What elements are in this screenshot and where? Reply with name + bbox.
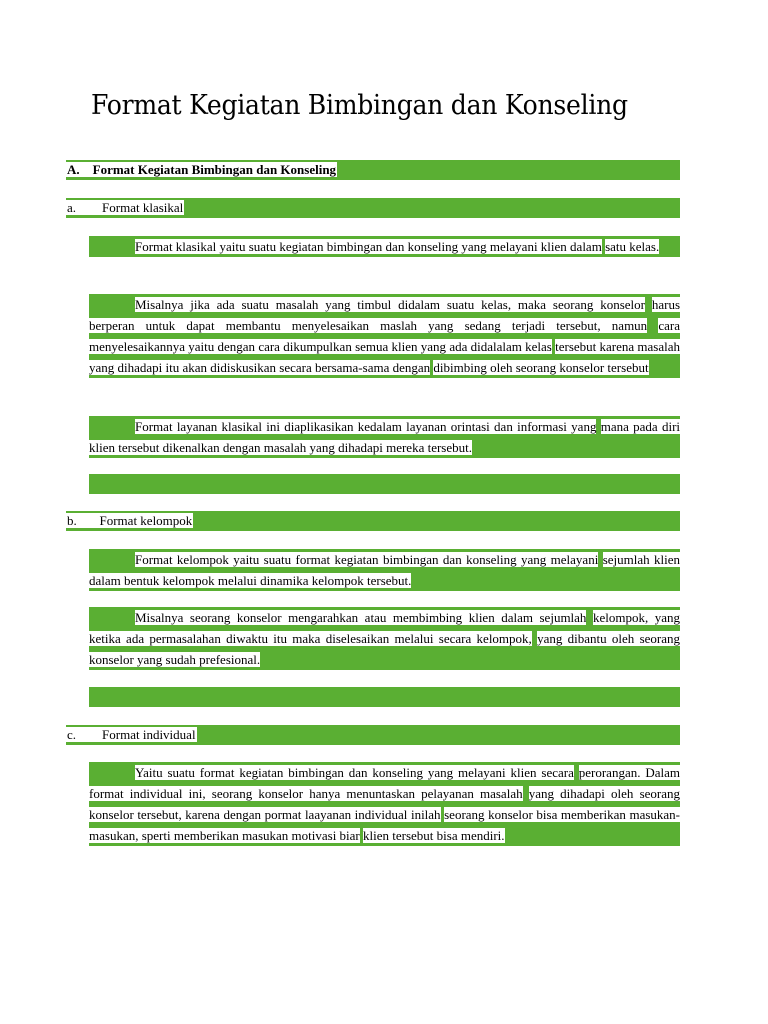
page-title: Format Kegiatan Bimbingan dan Konseling xyxy=(91,90,628,121)
paragraph-line: seorang konselor bisa memberikan masukan-masukan, sperti memberikan masukan motivasi biar xyxy=(89,807,680,843)
paragraph-line: Misalnya jika ada suatu masalah yang timbul didalam suatu kelas, maka seorang konselor xyxy=(135,297,645,312)
section-c-label: Format individual xyxy=(102,727,196,742)
section-c-heading xyxy=(66,725,680,745)
paragraph-a1 xyxy=(89,236,680,257)
section-b-marker: b. xyxy=(67,513,77,528)
section-c-marker: c. xyxy=(67,727,77,742)
paragraph-line: Format layanan klasikal ini diaplikasikan kedalam layanan orintasi dan informasi yang xyxy=(135,419,597,434)
paragraph-line: kelompok, yang ketika ada permasalahan diwaktu itu maka diselesaikan melalui secara kelompok, xyxy=(89,610,681,646)
paragraph-a2 xyxy=(89,294,680,378)
empty-highlight-line xyxy=(89,687,680,707)
paragraph-line: sejumlah klien dalam bentuk kelompok melalui dinamika kelompok tersebut. xyxy=(89,552,681,588)
paragraph-line: harus berperan untuk dapat membantu menyelesaikan maslah yang sedang terjadi tersebut, namun xyxy=(89,297,681,333)
section-b-label: Format kelompok xyxy=(99,513,193,528)
paragraph-line: tersebut karena masalah yang dihadapi itu akan didiskusikan secara bersama-sama dengan xyxy=(89,339,681,375)
heading-a-marker: A. xyxy=(67,162,80,177)
section-a-label: Format klasikal xyxy=(102,200,184,215)
paragraph-line: Misalnya seorang konselor mengarahkan atau membimbing klien dalam sejumlah xyxy=(135,610,587,625)
paragraph-line: Format kelompok yaitu suatu format kegiatan bimbingan dan konseling yang melayani xyxy=(135,552,599,567)
paragraph-line: yang dibantu oleh seorang konselor yang sudah prefesional. xyxy=(89,631,680,667)
paragraph-c1 xyxy=(89,762,680,846)
empty-highlight-line xyxy=(89,474,680,494)
paragraph-line: mana pada diri klien tersebut dikenalkan dengan masalah yang dihadapi mereka tersebut. xyxy=(89,419,681,455)
paragraph-line: cara menyelesaikannya yaitu dengan cara dikumpulkan semua klien yang ada didalalam kelas xyxy=(89,318,680,354)
paragraph-line: klien tersebut bisa mendiri. xyxy=(363,828,505,843)
paragraph-b1 xyxy=(89,549,680,591)
section-b-heading xyxy=(66,511,680,531)
paragraph-line: perorangan. Dalam format individual ini, seorang konselor hanya menuntaskan pelayanan masalah xyxy=(89,765,681,801)
paragraph-line: Yaitu suatu format kegiatan bimbingan dan konseling yang melayani klien secara xyxy=(135,765,574,780)
paragraph-b2 xyxy=(89,607,680,670)
heading-a xyxy=(66,160,680,180)
paragraph-line: dibimbing oleh seorang konselor tersebut xyxy=(433,360,649,375)
heading-a-label: Format Kegiatan Bimbingan dan Konseling xyxy=(92,162,337,177)
paragraph-line: yang dihadapi oleh seorang konselor tersebut, karena dengan pormat laayanan individual inilah xyxy=(89,786,680,822)
section-a-heading xyxy=(66,198,680,218)
paragraph-a3 xyxy=(89,416,680,458)
section-a-marker: a. xyxy=(67,200,77,215)
paragraph-line: Format klasikal yaitu suatu kegiatan bimbingan dan konseling yang melayani klien dalam xyxy=(135,239,602,254)
paragraph-line: satu kelas. xyxy=(605,239,660,254)
